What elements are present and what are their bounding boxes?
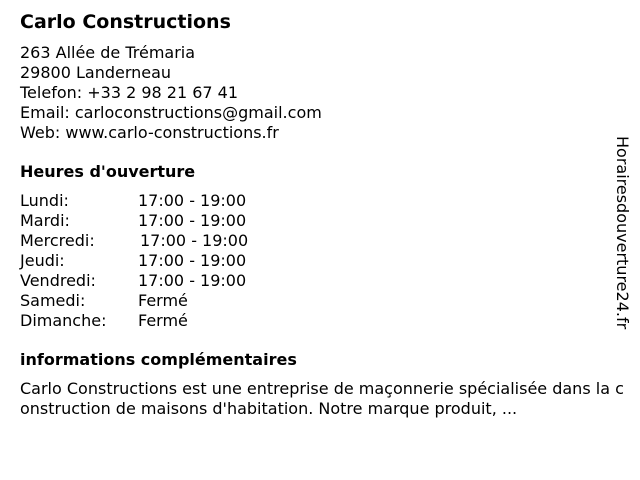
hours-row-saturday (20, 291, 620, 311)
hours-time-value: 17:00 - 19:00 (138, 211, 247, 230)
hours-time-value: 17:00 - 19:00 (138, 191, 247, 210)
hours-day-label: Jeudi: (20, 251, 65, 270)
opening-hours-heading: Heures d'ouverture (20, 162, 196, 181)
hours-day-label: Lundi: (20, 191, 69, 210)
phone-number[interactable]: Telefon: +33 2 98 21 67 41 (20, 83, 239, 102)
hours-time-value: Fermé (138, 311, 188, 330)
hours-time-value: 17:00 - 19:00 (138, 251, 247, 270)
hours-day-label: Mercredi: (20, 231, 95, 250)
email-address[interactable]: Email: carloconstructions@gmail.com (20, 103, 322, 122)
additional-info-heading: informations complémentaires (20, 350, 297, 369)
hours-time-value: Fermé (138, 291, 188, 310)
address-street: 263 Allée de Trémaria (20, 43, 196, 62)
business-description: Carlo Constructions est une entreprise de maçonnerie spécialisée dans la construction de maisons d'habitation. Notre marque produit, ... (20, 379, 624, 418)
opening-hours-table (20, 191, 620, 331)
hours-row-wednesday (20, 231, 620, 251)
hours-day-label: Samedi: (20, 291, 86, 310)
hours-row-monday (20, 191, 620, 211)
hours-row-sunday (20, 311, 620, 331)
hours-row-tuesday (20, 211, 620, 231)
website-link[interactable]: Web: www.carlo-constructions.fr (20, 123, 279, 142)
address-city: 29800 Landerneau (20, 63, 172, 82)
business-name: Carlo Constructions (20, 11, 231, 33)
hours-row-thursday (20, 251, 620, 271)
hours-time-value: 17:00 - 19:00 (140, 231, 249, 250)
hours-day-label: Vendredi: (20, 271, 96, 290)
hours-day-label: Dimanche: (20, 311, 107, 330)
hours-day-label: Mardi: (20, 211, 70, 230)
site-watermark: Horairesdouverture24.fr (613, 136, 632, 330)
hours-row-friday (20, 271, 620, 291)
hours-time-value: 17:00 - 19:00 (138, 271, 247, 290)
